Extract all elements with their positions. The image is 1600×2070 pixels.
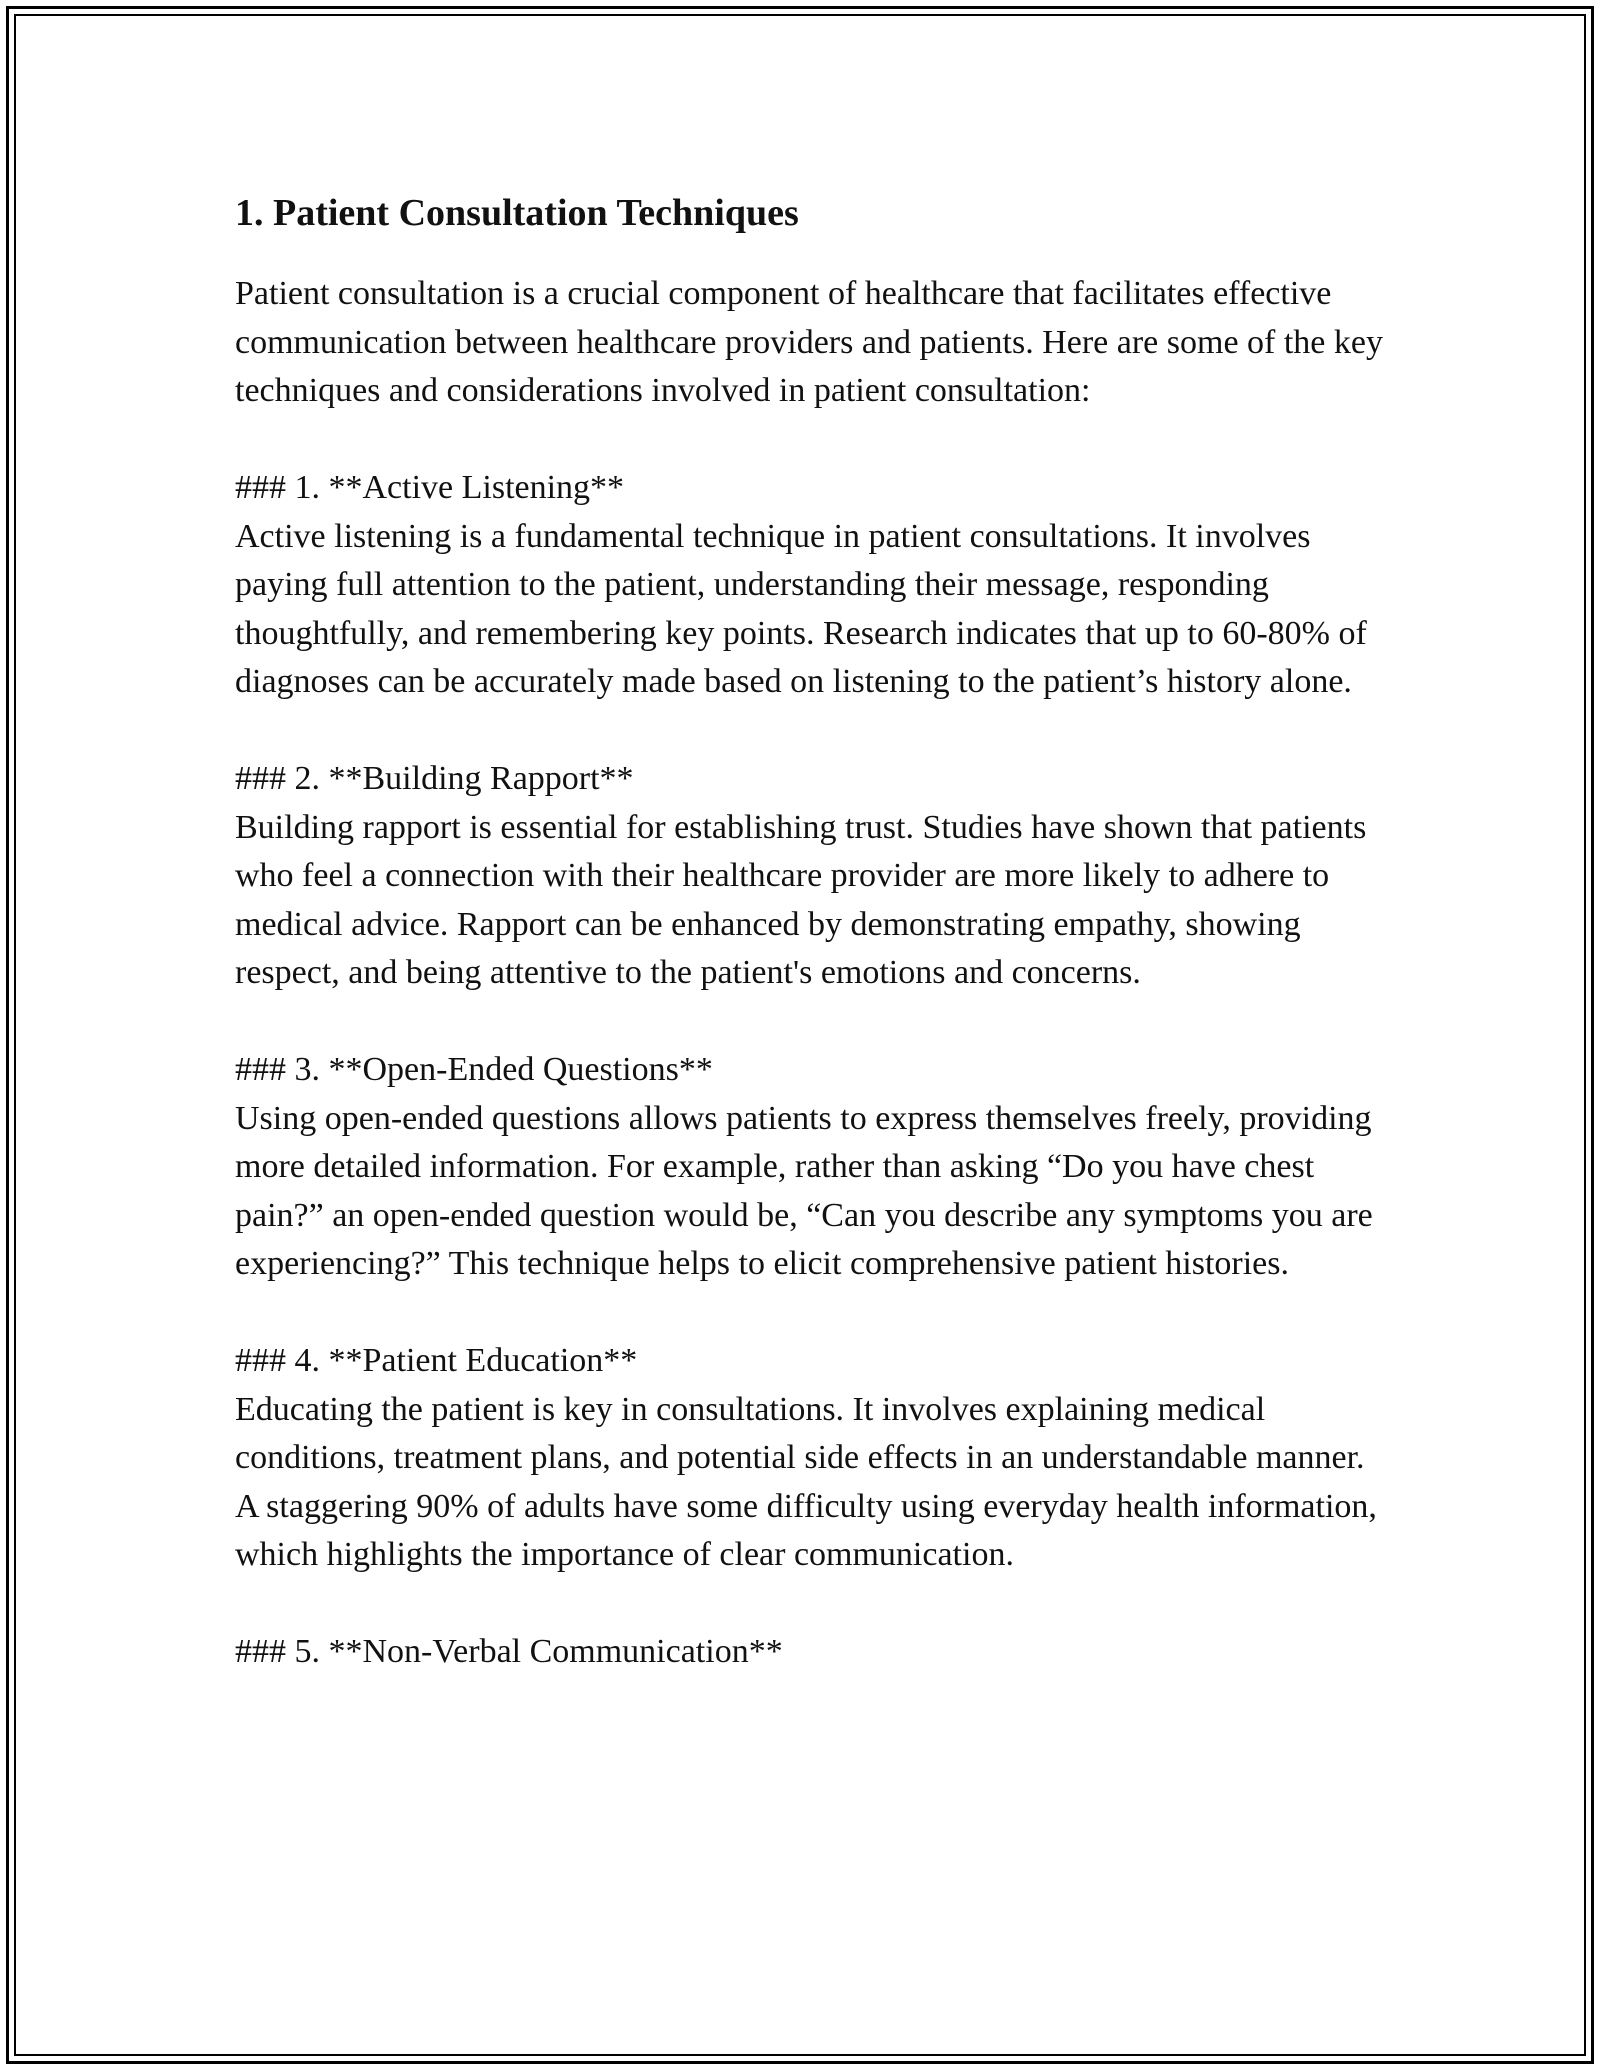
section-heading: ### 3. **Open-Ended Questions** [235,1051,713,1088]
section-heading: ### 1. **Active Listening** [235,469,625,506]
page-title: 1. Patient Consultation Techniques [235,192,799,234]
section-body: Active listening is a fundamental technique in patient consultations. It involves paying full attention to the patient, understanding their message, responding thoughtfully, and remembering key points. Research indicates that up to 60-80% of diagnoses can be accurately made based on listening to the patient’s history alone. [235,517,1367,700]
section-body: Building rapport is essential for establishing trust. Studies have shown that patients who feel a connection with their healthcare provider are more likely to adhere to medical advice. Rapport can be enhanced by demonstrating empathy, showing respect, and being attentive to the patient's emotions and concerns. [235,808,1367,991]
section-open-ended-questions [235,1046,1385,1289]
section-heading: ### 2. **Building Rapport** [235,760,634,797]
section-heading: ### 5. **Non-Verbal Communication** [235,1633,783,1670]
section-body: Using open-ended questions allows patients to express themselves freely, providing more detailed information. For example, rather than asking “Do you have chest pain?” an open-ended question would be, “Can you describe any symptoms you are experiencing?” This technique helps to elicit comprehensive patient histories. [235,1099,1373,1282]
section-body: Educating the patient is key in consultations. It involves explaining medical conditions, treatment plans, and potential side effects in an understandable manner. A staggering 90% of adults have some difficulty using everyday health information, which highlights the importance of clear communication. [235,1390,1377,1573]
section-patient-education [235,1337,1385,1580]
section-heading: ### 4. **Patient Education** [235,1342,638,1379]
section-active-listening [235,464,1385,707]
section-building-rapport [235,755,1385,998]
document-content [235,186,1385,1725]
section-non-verbal-communication [235,1628,1385,1677]
intro-paragraph: Patient consultation is a crucial component of healthcare that facilitates effective communication between healthcare providers and patients. Here are some of the key techniques and considerations involved in patient consultation: [235,275,1383,409]
